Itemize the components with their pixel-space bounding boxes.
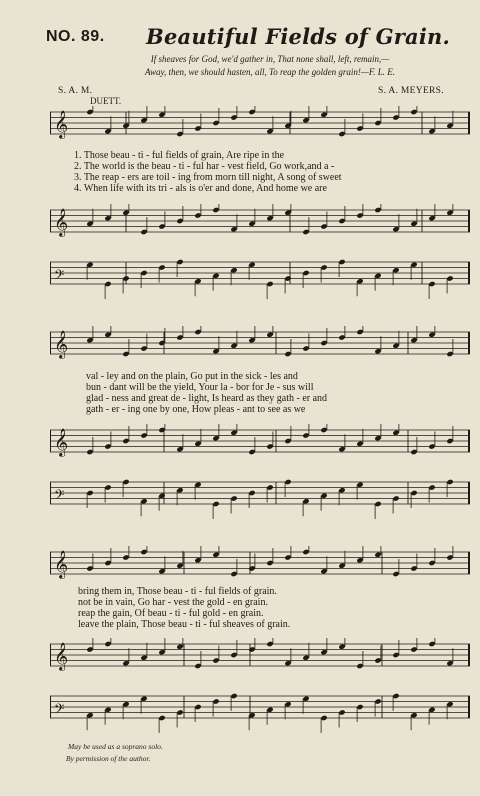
lyric-line: reap the gain, Of beau - ti - ful gold - en grain.	[78, 608, 264, 619]
lyric-line: leave the plain, Those beau - ti - ful sheaves of grain.	[78, 619, 291, 630]
treble-clef-icon: 𝄞	[54, 428, 69, 456]
lyric-line: 3. The reap - ers are toil - ing from morn till night, A song of sweet	[74, 172, 342, 183]
system-2-treble-staff	[50, 326, 472, 368]
footnote-permission: By permission of the author.	[66, 754, 151, 763]
lyric-line: val - ley and on the plain, Go put in the sick - les and	[86, 371, 298, 382]
lyric-line: 4. When life with its tri - als is o'er and done, And home we are	[74, 183, 327, 194]
system-2-alto-staff	[50, 424, 472, 466]
system-3-lyrics	[78, 586, 290, 630]
epigraph-line-2: Away, then, we should hasten, all, To reap the golden grain!—F. L. E.	[145, 67, 395, 77]
hymn-number: NO. 89.	[46, 28, 105, 45]
lyric-line: 1. Those beau - ti - ful fields of grain, Are ripe in the	[74, 150, 285, 161]
treble-clef-icon: 𝄞	[54, 330, 69, 358]
lyric-line: not be in vain, Go har - vest the gold - en grain.	[78, 597, 268, 608]
lyric-line: bring them in, Those beau - ti - ful fields of grain.	[78, 586, 277, 597]
composer-credit: S. A. MEYERS.	[378, 86, 444, 96]
hymn-title: Beautiful Fields of Grain.	[146, 24, 451, 49]
system-3-alto-staff	[50, 638, 472, 680]
lyric-line: glad - ness and great de - light, Is heard as they gath - er and	[86, 393, 328, 404]
treble-clef-icon: 𝄞	[54, 110, 69, 138]
lyric-line: bun - dant will be the yield, Your la - bor for Je - sus will	[86, 382, 314, 393]
lyricist-credit: S. A. M.	[58, 86, 93, 96]
bass-clef-icon: 𝄢	[54, 701, 65, 720]
footnote-solo: May be used as a soprano solo.	[68, 742, 163, 751]
treble-clef-icon: 𝄞	[54, 550, 69, 578]
lyric-line: 2. The world is the beau - ti - ful har - vest field, Go work,and a -	[74, 161, 335, 172]
treble-clef-icon: 𝄞	[54, 208, 69, 236]
system-3-treble-staff	[50, 546, 472, 588]
system-1-treble-staff	[50, 106, 472, 148]
system-2-bass-staff	[50, 476, 472, 522]
bass-clef-icon: 𝄢	[54, 487, 65, 506]
system-1-alto-staff	[50, 204, 472, 246]
treble-clef-icon: 𝄞	[54, 642, 69, 670]
epigraph-line-1: If sheaves for God, we'd gather in, That none shall, left, remain,—	[150, 54, 390, 64]
system-2-lyrics	[86, 371, 327, 415]
system-3-bass-staff	[50, 690, 472, 736]
voice-marking: DUETT.	[90, 96, 122, 106]
system-1-lyrics	[74, 150, 342, 194]
bass-clef-icon: 𝄢	[54, 267, 65, 286]
system-1-bass-staff	[50, 256, 472, 302]
lyric-line: gath - er - ing one by one, How pleas - ant to see as we	[86, 404, 306, 415]
